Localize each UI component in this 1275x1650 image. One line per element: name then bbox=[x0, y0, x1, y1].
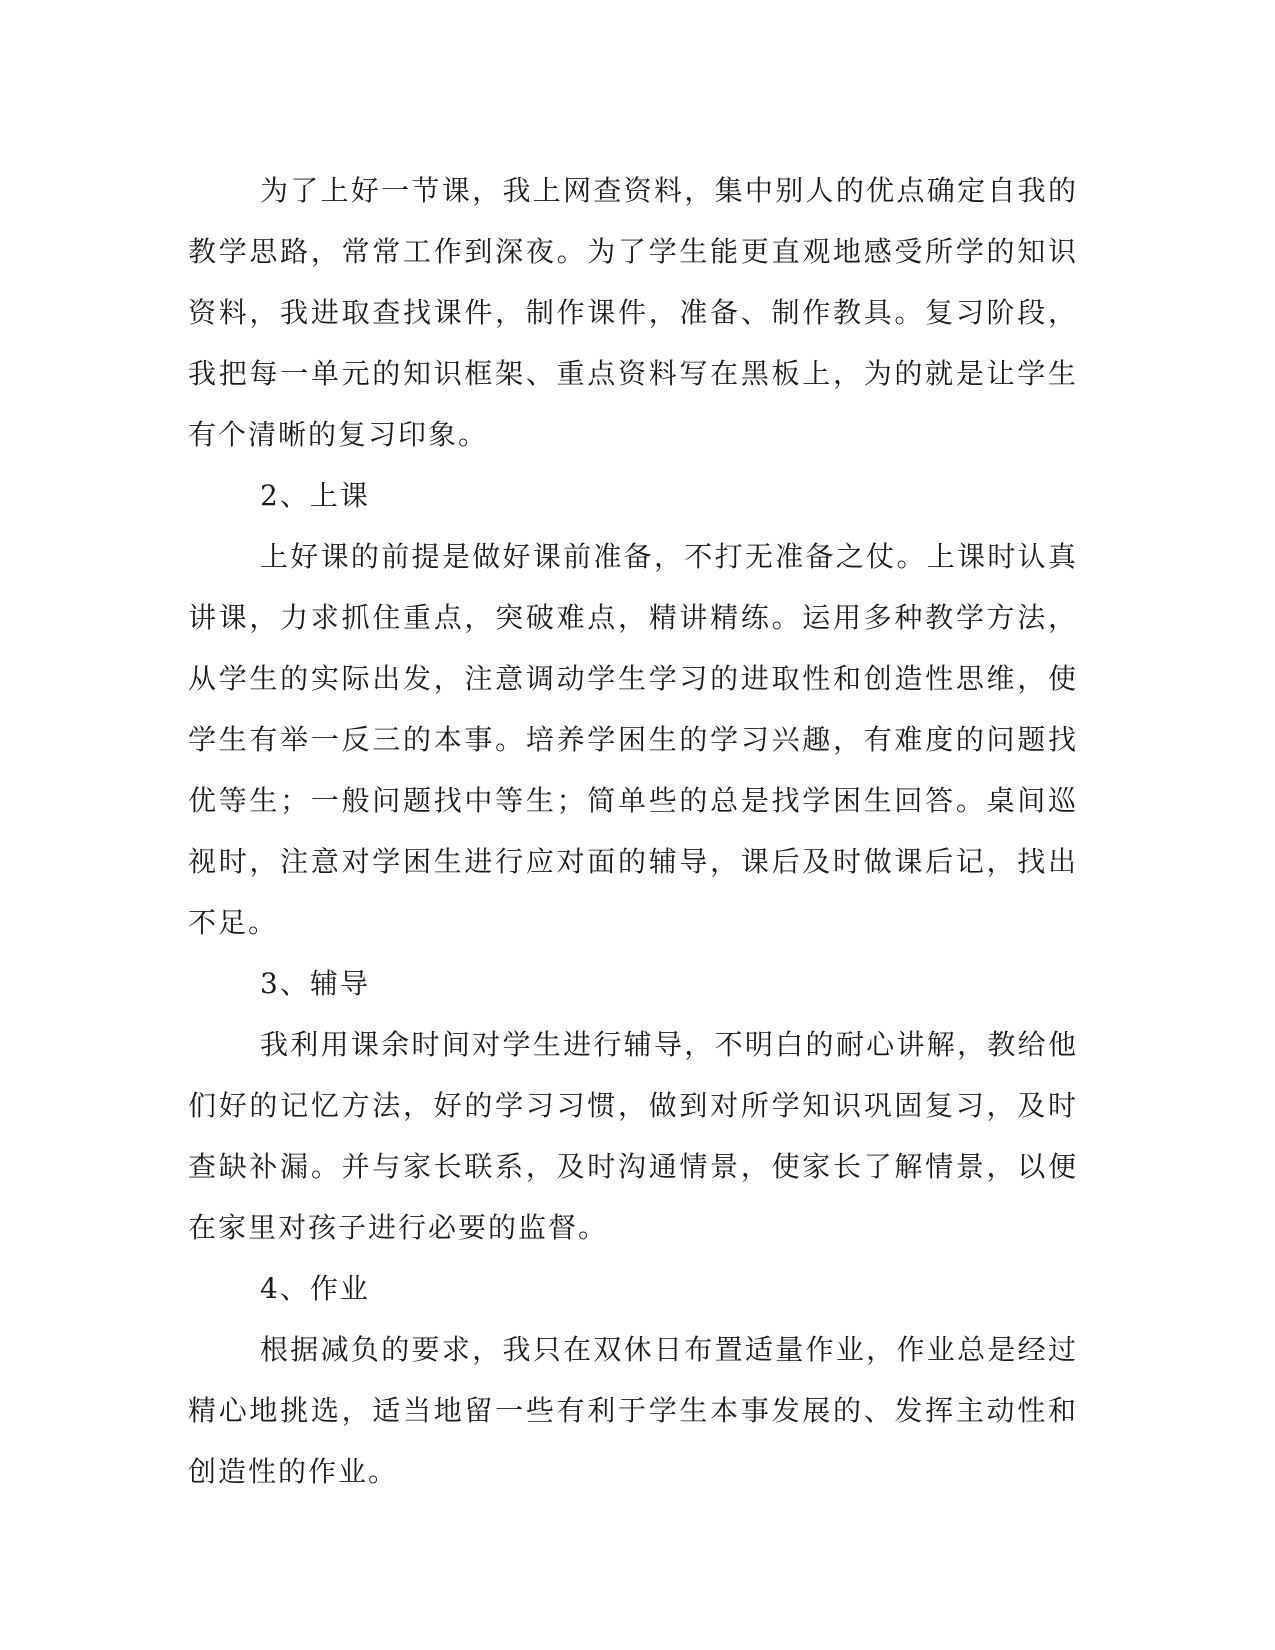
paragraph-class: 上好课的前提是做好课前准备，不打无准备之仗。上课时认真讲课，力求抓住重点，突破难点，精讲精练。运用多种教学方法，从学生的实际出发，注意调动学生学习的进取性和创造性思维，使学生有举一反三的本事。培养学困生的学习兴趣，有难度的问题找优等生；一般问题找中等生；简单些的总是找学困生回答。桌间巡视时，注意对学困生进行应对面的辅导，课后及时做课后记，找出不足。 bbox=[188, 540, 1078, 939]
heading-homework: 4、作业 bbox=[260, 1272, 370, 1305]
document-body bbox=[188, 160, 1078, 1502]
paragraph-lesson-prep: 为了上好一节课，我上网查资料，集中别人的优点确定自我的教学思路，常常工作到深夜。为了学生能更直观地感受所学的知识资料，我进取查找课件，制作课件，准备、制作教具。复习阶段，我把每一单元的知识框架、重点资料写在黑板上，为的就是让学生有个清晰的复习印象。 bbox=[188, 174, 1078, 451]
paragraph-tutoring: 我利用课余时间对学生进行辅导，不明白的耐心讲解，教给他们好的记忆方法，好的学习习惯，做到对所学知识巩固复习，及时查缺补漏。并与家长联系，及时沟通情景，使家长了解情景，以便在家里对孩子进行必要的监督。 bbox=[188, 1028, 1078, 1244]
heading-tutoring: 3、辅导 bbox=[260, 967, 370, 1000]
heading-class: 2、上课 bbox=[260, 479, 370, 512]
paragraph-homework: 根据减负的要求，我只在双休日布置适量作业，作业总是经过精心地挑选，适当地留一些有利于学生本事发展的、发挥主动性和创造性的作业。 bbox=[188, 1333, 1078, 1488]
